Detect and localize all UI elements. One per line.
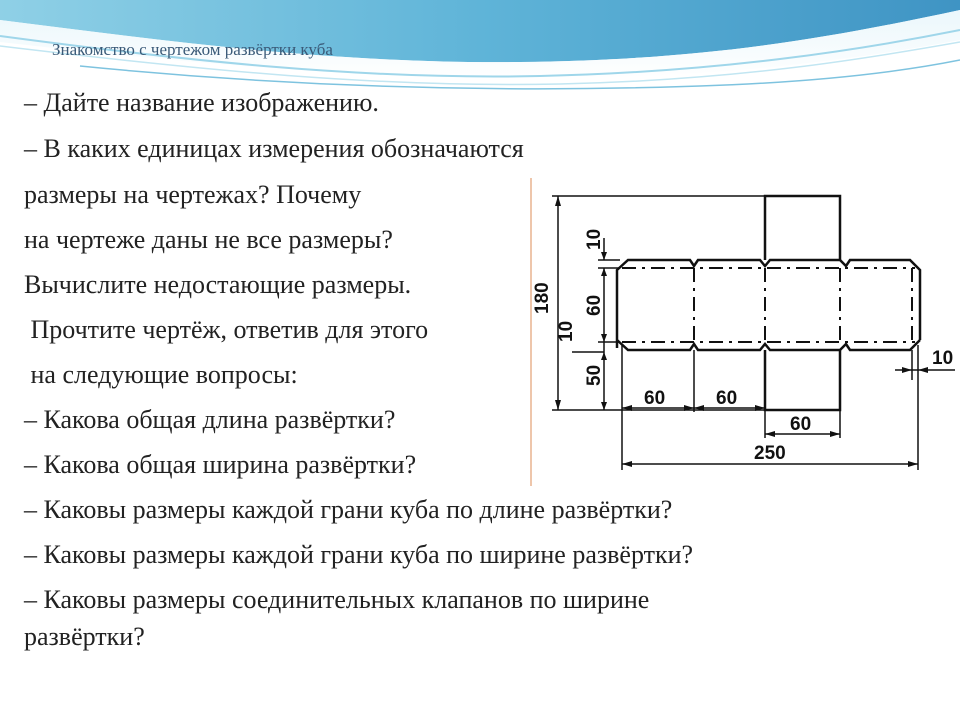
text-line-10: – Каковы размеры каждой грани куба по длине развёртки?: [24, 495, 673, 524]
dim-label-60-c: 60: [790, 414, 812, 435]
dimension-lines: [552, 196, 955, 470]
dim-label-180: 180: [532, 282, 553, 314]
text-line-13: развёртки?: [24, 622, 145, 651]
text-line-12: – Каковы размеры соединительных клапанов по ширине: [24, 585, 650, 614]
text-line-9: – Какова общая ширина развёртки?: [24, 450, 417, 479]
text-line-3: размеры на чертежах? Почему: [24, 180, 362, 209]
dim-label-10-right: 10: [932, 348, 954, 369]
text-line-11: – Каковы размеры каждой грани куба по ширине развёртки?: [24, 540, 694, 569]
dim-label-60-b: 60: [716, 388, 738, 409]
text-line-5: Вычислите недостающие размеры.: [24, 270, 412, 299]
text-line-8: – Какова общая длина развёртки?: [24, 405, 396, 434]
cube-net-drawing: [528, 176, 960, 486]
dim-label-10-top: 10: [584, 228, 605, 250]
fold-lines: [622, 268, 915, 342]
text-line-7: на следующие вопросы:: [24, 360, 298, 389]
dim-label-60-a: 60: [644, 388, 666, 409]
dim-label-10-mid: 10: [556, 320, 577, 342]
text-line-4: на чертеже даны не все размеры?: [24, 225, 393, 254]
dim-label-60-vertical: 60: [584, 294, 605, 316]
dim-label-50: 50: [584, 364, 605, 386]
cube-net-outline: [617, 196, 920, 410]
text-line-6: Прочтите чертёж, ответив для этого: [24, 315, 429, 344]
text-line-2: – В каких единицах измерения обозначаются: [24, 134, 524, 163]
text-line-1: – Дайте название изображению.: [24, 88, 379, 117]
slide-title: Знакомство с чертежом развёртки куба: [52, 40, 333, 59]
dimension-arrows: [555, 196, 928, 467]
dim-label-250: 250: [754, 443, 786, 464]
